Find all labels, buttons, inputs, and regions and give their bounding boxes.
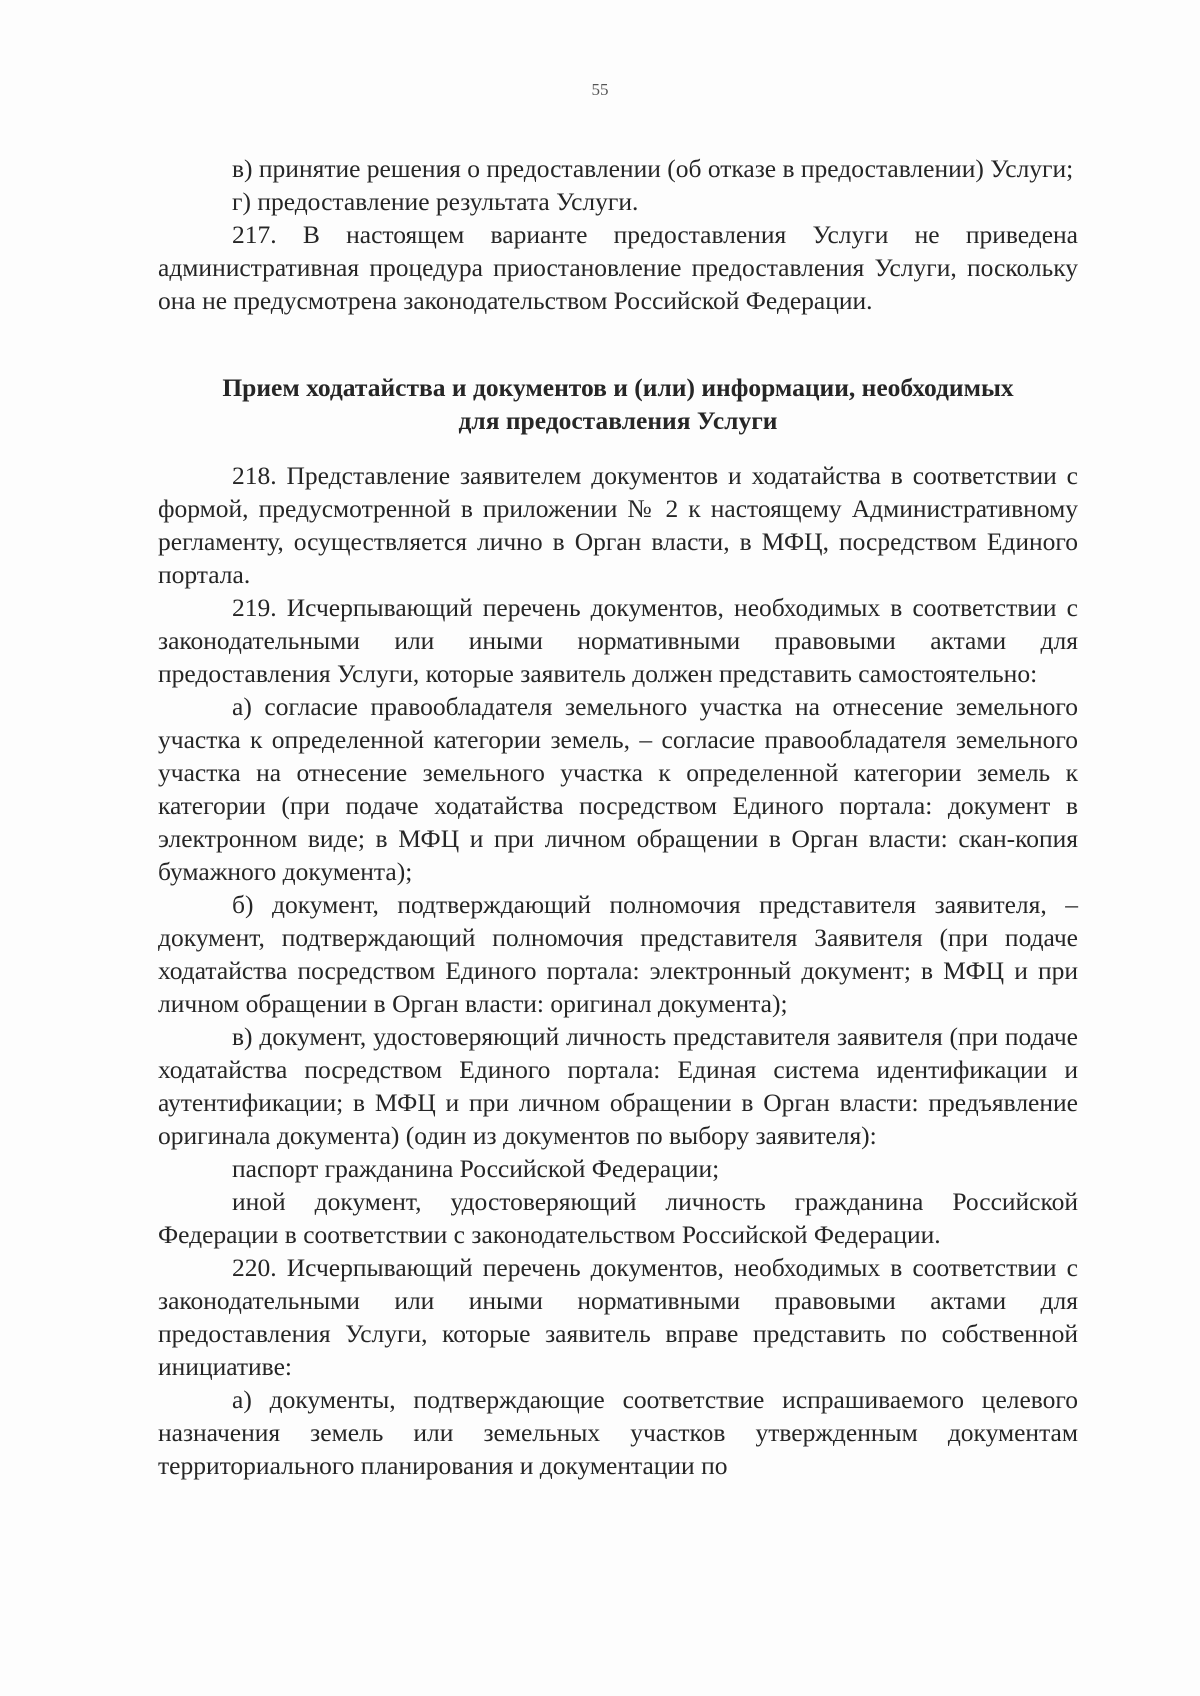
paragraph-passport: паспорт гражданина Российской Федерации;	[232, 1154, 720, 1183]
paragraph-other-id: иной документ, удостоверяющий личность гражданина Российской Федерации в соответствии с законодательством Российской Федерации.	[158, 1187, 1078, 1249]
paragraph-220-a: а) документы, подтверждающие соответствие испрашиваемого целевого назначения земель или земельных участков утвержденным документам территориального планирования и документации по	[158, 1385, 1078, 1480]
paragraph-item-v: в) принятие решения о предоставлении (об отказе в предоставлении) Услуги;	[232, 154, 1074, 183]
paragraph-219-v: в) документ, удостоверяющий личность представителя заявителя (при подаче ходатайства посредством Единого портала: Единая система идентификации и аутентификации; в МФЦ и при личном обращении в Орган власти: предъявление оригинала документа) (один из документов по выбору заявителя):	[158, 1022, 1078, 1150]
paragraph-item-g: г) предоставление результата Услуги.	[232, 187, 639, 216]
paragraph-220: 220. Исчерпывающий перечень документов, необходимых в соответствии с законодательными или иными нормативными правовыми актами для предоставления Услуги, которые заявитель вправе представить по собственной инициативе:	[158, 1253, 1078, 1381]
section-heading-line-1: Прием ходатайства и документов и (или) информации, необходимых	[222, 373, 1014, 402]
paragraph-219-a: а) согласие правообладателя земельного участка на отнесение земельного участка к определенной категории земель, – согласие правообладателя земельного участка на отнесение земельного участка к определенной категории земель к категории (при подаче ходатайства посредством Единого портала: документ в электронном виде; в МФЦ и при личном обращении в Орган власти: скан-копия бумажного документа);	[158, 692, 1078, 886]
page-number: 55	[591, 80, 609, 99]
section-heading	[158, 371, 1078, 437]
paragraph-218: 218. Представление заявителем документов и ходатайства в соответствии с формой, предусмотренной в приложении № 2 к настоящему Административному регламенту, осуществляется лично в Орган власти, в МФЦ, посредством Единого портала.	[158, 461, 1078, 589]
paragraph-219-b: б) документ, подтверждающий полномочия представителя заявителя, – документ, подтверждающий полномочия представителя Заявителя (при подаче ходатайства посредством Единого портала: электронный документ; в МФЦ и при личном обращении в Орган власти: оригинал документа);	[158, 890, 1078, 1018]
paragraph-219: 219. Исчерпывающий перечень документов, необходимых в соответствии с законодательными или иными нормативными правовыми актами для предоставления Услуги, которые заявитель должен представить самостоятельно:	[158, 593, 1078, 688]
paragraph-217: 217. В настоящем варианте предоставления Услуги не приведена административная процедура приостановление предоставления Услуги, поскольку она не предусмотрена законодательством Российской Федерации.	[158, 220, 1078, 315]
document-body	[158, 152, 1078, 1482]
section-heading-line-2: для предоставления Услуги	[458, 406, 778, 435]
